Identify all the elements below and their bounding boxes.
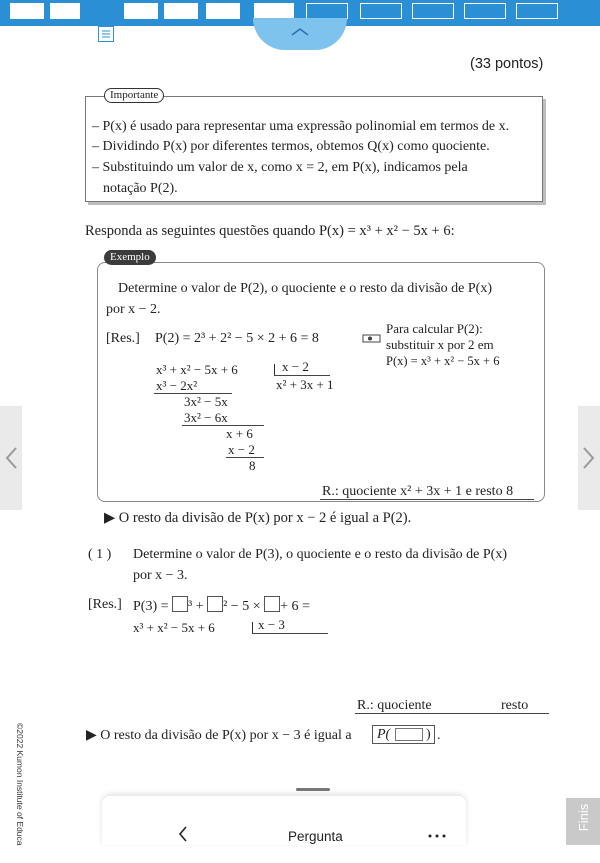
division-quotient: x² + 3x + 1 [276, 377, 334, 392]
answer-box-3[interactable] [264, 596, 280, 612]
question-number: ( 1 ) [88, 547, 112, 562]
previous-page-button[interactable] [0, 406, 22, 510]
importante-line-3: – Substituindo um valor de x, como x = 2, em P(x), indicamos pela [92, 160, 468, 175]
answer-box-1[interactable] [172, 596, 188, 612]
hint-line-1: Para calcular P(2): [386, 321, 483, 336]
p3-label: P(3) = [133, 599, 169, 614]
division-remainder-1: 3x² − 5x [184, 394, 228, 409]
question-text-line-1: Determine o valor de P(3), o quociente e o resto da divisão de P(x) [133, 547, 508, 562]
question-division-line [252, 633, 328, 634]
progress-segment [164, 3, 198, 19]
question-answer-quociente: R.: quociente [357, 698, 432, 713]
question-answer-resto: resto [501, 698, 529, 713]
op-2: ² − 5 × [223, 599, 261, 614]
bottom-bar-title: Pergunta [288, 829, 343, 844]
division-step-3: x − 2 [228, 442, 255, 457]
importante-line-4: notação P(2). [103, 181, 178, 196]
progress-segment [360, 3, 402, 19]
prompt-text: Responda as seguintes questões quando P(x) = x³ + x² − 5x + 6: [85, 223, 455, 239]
conclusion-answer-box[interactable] [372, 725, 435, 744]
header-pull-tab[interactable] [253, 18, 347, 50]
question-division-dividend: x³ + x² − 5x + 6 [133, 620, 215, 635]
progress-segment [254, 3, 294, 19]
ellipsis-icon[interactable] [428, 834, 446, 838]
pencil-hint-icon [362, 334, 382, 343]
progress-segment [464, 3, 506, 19]
next-page-button[interactable] [578, 406, 600, 510]
hint-line-2: substituir x por 2 em [386, 337, 494, 352]
question-conclusion: ▶ O resto da divisão de P(x) por x − 3 é igual a [86, 728, 352, 743]
division-step-2: 3x² − 6x [184, 410, 228, 425]
hint-line-3: P(x) = x³ + x² − 5x + 6 [386, 354, 500, 368]
finish-button[interactable] [566, 798, 600, 845]
exemplo-conclusion: ▶ O resto da divisão de P(x) por x − 2 é igual a P(2). [104, 510, 412, 526]
division-remainder-3: 8 [249, 458, 256, 473]
division-remainder-2: x + 6 [226, 426, 253, 441]
exemplo-res-expression: P(2) = 2³ + 2² − 5 × 2 + 6 = 8 [155, 331, 319, 346]
importante-line-2: – Dividindo P(x) por diferentes termos, obtemos Q(x) como quociente. [92, 139, 490, 154]
importante-tag: Importante [104, 88, 164, 103]
exemplo-question-line-2: por x − 2. [106, 302, 161, 317]
menu-icon[interactable] [98, 26, 114, 42]
chevron-left-icon [4, 446, 18, 470]
op-3: + 6 = [280, 599, 310, 614]
exemplo-answer: R.: quociente x² + 3x + 1 e resto 8 [322, 484, 514, 499]
question-answer-underline [355, 713, 549, 714]
exemplo-tag: Exemplo [104, 250, 156, 265]
progress-segment [124, 3, 158, 19]
importante-line-1: – P(x) é usado para representar uma expressão polinomial em termos de x. [92, 119, 510, 134]
points-label: (33 pontos) [470, 56, 544, 72]
conclusion-box-suffix: ) [426, 727, 431, 742]
finish-label: Finis [576, 803, 592, 832]
chevron-right-icon [582, 446, 596, 470]
division-divisor: x − 2 [282, 359, 309, 374]
division-rule [226, 457, 264, 458]
answer-box-2[interactable] [207, 596, 223, 612]
progress-segment [306, 3, 348, 19]
chevron-left-icon[interactable] [178, 826, 188, 842]
question-res-label: [Res.] [88, 597, 122, 612]
division-step-1: x³ − 2x² [156, 378, 198, 393]
conclusion-input-slot[interactable] [395, 728, 423, 741]
copyright-text: ©2022 Kumon Institute of Educa [15, 723, 25, 846]
progress-segment [10, 3, 44, 19]
question-text-line-2: por x − 3. [133, 568, 188, 583]
chevron-up-icon [291, 28, 309, 36]
progress-segment [516, 3, 558, 19]
bottom-bar [102, 796, 466, 845]
exemplo-question-line-1: Determine o valor de P(2), o quociente e o resto da divisão de P(x) [118, 281, 493, 296]
bottom-sheet-grip[interactable] [296, 788, 330, 791]
exemplo-res-label: [Res.] [106, 331, 140, 346]
progress-segment [50, 3, 80, 19]
op-1: ³ + [188, 599, 204, 614]
answer-underline [320, 499, 534, 500]
conclusion-box-prefix: P( [377, 727, 391, 742]
progress-segment [412, 3, 454, 19]
question-division-divisor: x − 3 [258, 617, 285, 632]
conclusion-period: . [437, 728, 441, 743]
progress-segment [206, 3, 240, 19]
question-res-expression [133, 596, 310, 615]
division-dividend: x³ + x² − 5x + 6 [156, 362, 238, 377]
